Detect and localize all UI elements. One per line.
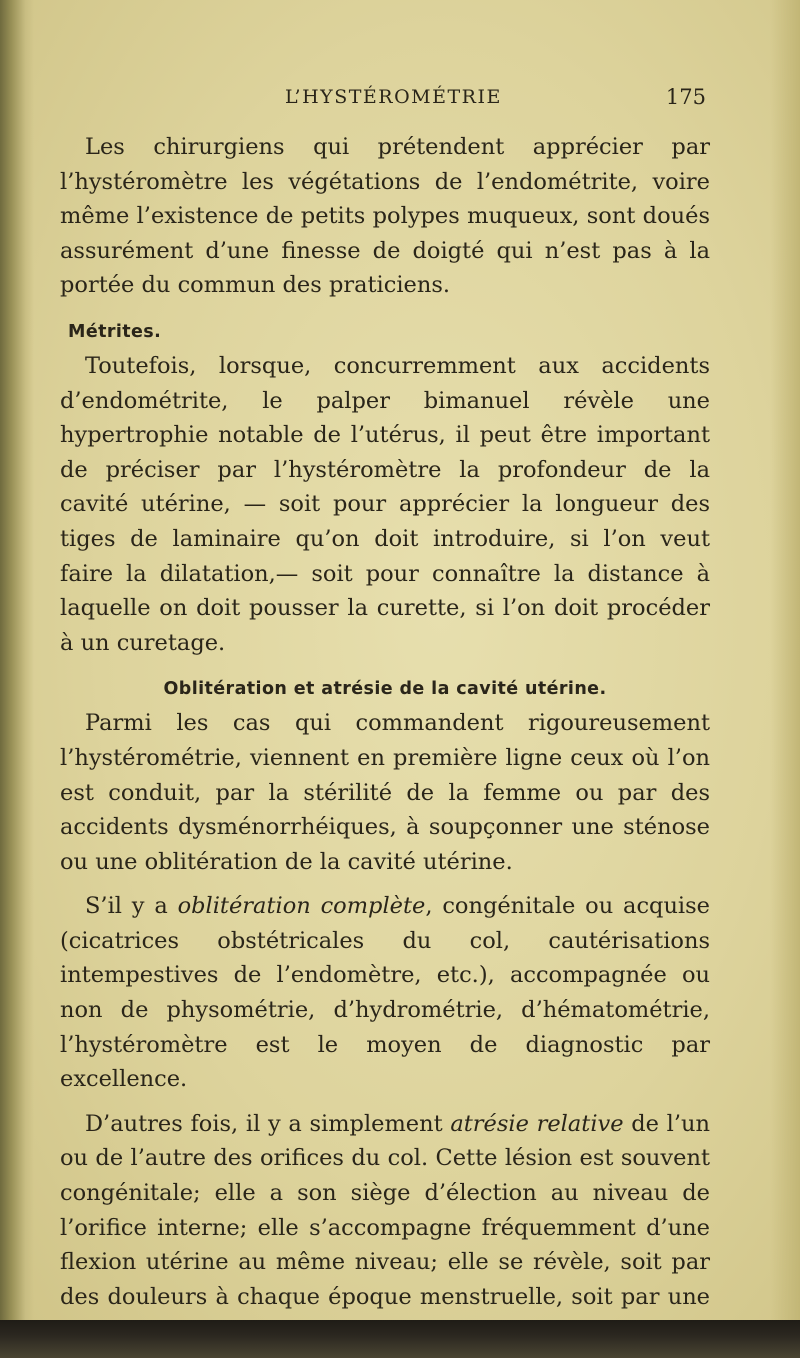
paragraph-5-rest: de l’un ou de l’autre des orifices du col. Cette lésion est souvent congénitale; elle a son siège d’élection au niveau de l’orifice interne; elle s’accompagne fréquemment d’une flexion utérine au même niveau; elle se révèle, soit par des douleurs à chaque époque menstruelle, soit par une [60, 1110, 710, 1310]
paragraph-5-emphasis: atrésie relative [450, 1110, 624, 1137]
text-block [60, 130, 710, 1349]
paragraph-3: Parmi les cas qui commandent rigoureusement l’hystérométrie, viennent en première ligne ceux où l’on est conduit, par la stérilité de la femme ou par des accidents dysménorrhéiques, à soupçonner une sténose ou une oblitération de la cavité utérine. [60, 710, 710, 875]
paragraph-4 [60, 889, 710, 1097]
section-heading-metrites: Métrites. [68, 321, 162, 342]
paragraph-4-rest: , congénitale ou acquise (cicatrices obstétricales du col, cautérisations intempestives de l’endomètre, etc.), accompagnée ou non de physométrie, d’hydrométrie, d’hématométrie, l’hystéromètre est le moyen de diagnostic par excellence. [60, 893, 710, 1093]
paragraph-1: Les chirurgiens qui prétendent apprécier par l’hystéromètre les végétations de l’endométrite, voire même l’existence de petits polypes muqueux, sont doués assurément d’une finesse de doigté qui n’est pas à la portée du commun des praticiens. [60, 134, 710, 299]
paragraph-4-emphasis: oblitération complète [177, 893, 426, 920]
paragraph-5 [60, 1107, 710, 1349]
binding-shadow [0, 0, 34, 1358]
paragraph-4-start: S’il y a [85, 893, 178, 920]
paragraph-5-start: D’autres fois, il y a simplement [85, 1110, 451, 1137]
paragraph-2: Toutefois, lorsque, concurremment aux accidents d’endométrite, le palper bimanuel révèle une hypertrophie notable de l’utérus, il peut être important de préciser par l’hystéromètre la profondeur de la cavité utérine, — soit pour apprécier la longueur des tiges de laminaire qu’on doit introduire, si l’on veut faire la dilatation,— soit pour connaître la distance à laquelle on doit pousser la curette, si l’on doit procéder à un curetage. [60, 352, 710, 656]
running-head [60, 86, 730, 116]
running-title: L’HYSTÉROMÉTRIE [285, 86, 502, 108]
page-number: 175 [665, 85, 706, 109]
section-heading-obliteration: Oblitération et atrésie de la cavité utérine. [163, 679, 607, 700]
scan-bottom-edge [0, 1320, 800, 1358]
page-edge [770, 0, 800, 1358]
